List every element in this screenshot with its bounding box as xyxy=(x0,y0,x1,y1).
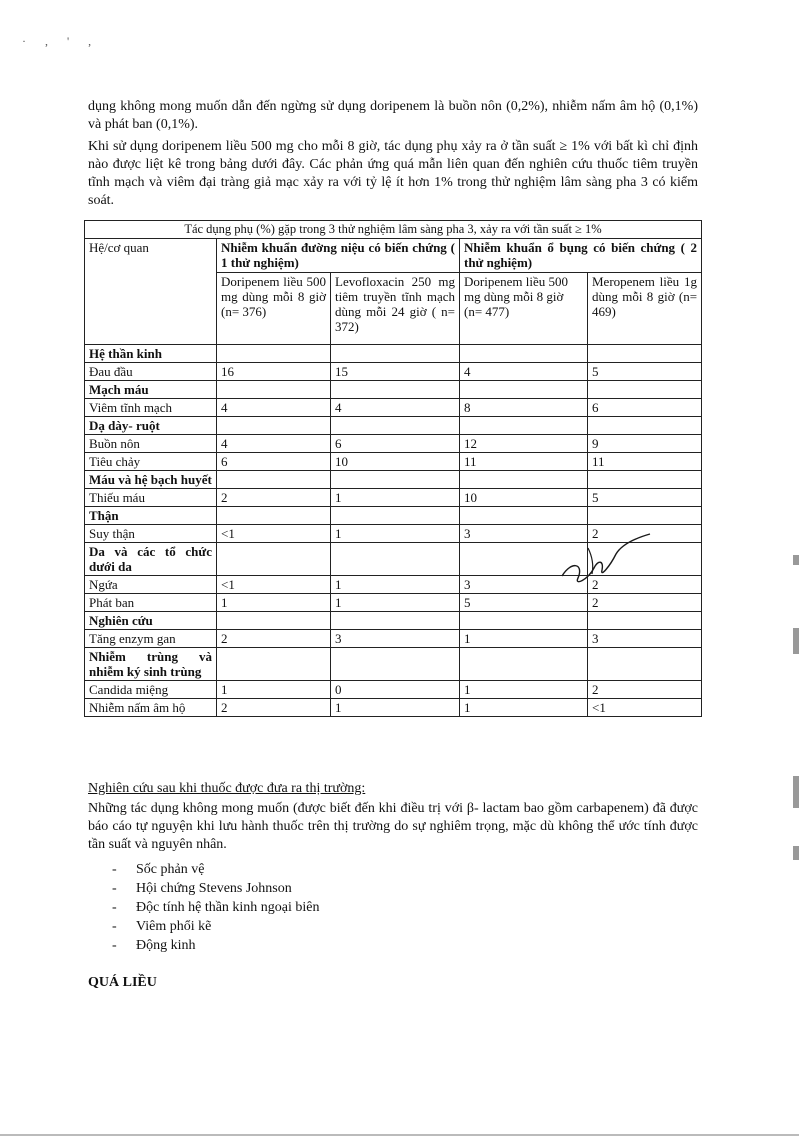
table-cell: <1 xyxy=(217,525,331,543)
empty-cell xyxy=(331,648,460,681)
table-row xyxy=(85,699,702,717)
organ-system-label: Thận xyxy=(85,507,217,525)
table-cell: 6 xyxy=(588,399,702,417)
empty-cell xyxy=(331,417,460,435)
table-cell: 1 xyxy=(460,681,588,699)
table-cell: <1 xyxy=(217,576,331,594)
table-cell: 6 xyxy=(331,435,460,453)
empty-cell xyxy=(588,471,702,489)
table-cell: 1 xyxy=(331,489,460,507)
table-group-row xyxy=(85,612,702,630)
table-cell: 8 xyxy=(460,399,588,417)
adverse-effect-label: Thiếu máu xyxy=(85,489,217,507)
paragraph-post-marketing: Những tác dụng không mong muốn (được biết đến khi điều trị với β- lactam bao gồm carbapenem) đã được báo cáo tự nguyện khi lưu hành thuốc trên thị trường do sự nghiêm trọng, mặc dù không thể ước tính được tần suất và nguyên nhân. xyxy=(88,801,698,852)
empty-cell xyxy=(460,471,588,489)
table-cell: 3 xyxy=(588,630,702,648)
table-row xyxy=(85,399,702,417)
group-header-abdominal: Nhiễm khuẩn ổ bụng có biến chứng ( 2 thử nghiệm) xyxy=(460,239,702,273)
organ-system-label: Hệ thần kinh xyxy=(85,345,217,363)
empty-cell xyxy=(588,417,702,435)
empty-cell xyxy=(331,381,460,399)
table-cell: 5 xyxy=(588,363,702,381)
table-cell: 10 xyxy=(331,453,460,471)
empty-cell xyxy=(588,648,702,681)
organ-system-label: Nhiễm trùng và nhiễm ký sinh trùng xyxy=(85,648,217,681)
subheader-doripenem-abdominal: Doripenem liều 500 mg dùng mỗi 8 giờ (n= 477) xyxy=(460,273,588,345)
table-row xyxy=(85,594,702,612)
subheader-levofloxacin: Levofloxacin 250 mg tiêm truyền tĩnh mạch dùng mỗi 24 giờ ( n= 372) xyxy=(331,273,460,345)
empty-cell xyxy=(460,381,588,399)
table-cell: 2 xyxy=(588,681,702,699)
empty-cell xyxy=(217,471,331,489)
empty-cell xyxy=(331,612,460,630)
adverse-effect-label: Tiêu chảy xyxy=(85,453,217,471)
table-group-row xyxy=(85,471,702,489)
table-cell: 4 xyxy=(217,399,331,417)
scan-edge-mark xyxy=(793,846,799,860)
table-cell: 1 xyxy=(217,594,331,612)
empty-cell xyxy=(217,417,331,435)
empty-cell xyxy=(588,381,702,399)
table-cell: 1 xyxy=(331,699,460,717)
adverse-effect-label: Viêm tĩnh mạch xyxy=(85,399,217,417)
table-cell: <1 xyxy=(588,699,702,717)
empty-cell xyxy=(217,612,331,630)
empty-cell xyxy=(588,612,702,630)
paragraph-adverse-discontinuation: dụng không mong muốn dẫn đến ngừng sử dụng doripenem là buồn nôn (0,2%), nhiễm nấm âm hộ (0,1%) và phát ban (0,1%). xyxy=(88,99,698,132)
adverse-effect-label: Buồn nôn xyxy=(85,435,217,453)
empty-cell xyxy=(331,543,460,576)
empty-cell xyxy=(588,345,702,363)
table-row xyxy=(85,363,702,381)
empty-cell xyxy=(331,345,460,363)
subheader-meropenem: Meropenem liều 1g dùng mỗi 8 giờ (n= 469) xyxy=(588,273,702,345)
adverse-effect-label: Nhiễm nấm âm hộ xyxy=(85,699,217,717)
paragraph-dose-frequency: Khi sử dụng doripenem liều 500 mg cho mỗi 8 giờ, tác dụng phụ xảy ra ở tần suất ≥ 1% với bất kì chỉ định nào được liệt kê trong bảng dưới đây. Các phản ứng quá mẫn liên quan đến nghiên cứu thuốc tiêm truyền tĩnh mạch và viêm đại tràng giả mạc xảy ra với tỷ lệ ít hơn 1% trong thử nghiệm lâm sàng pha 3 có kiểm soát. xyxy=(88,139,698,208)
table-row xyxy=(85,489,702,507)
scan-edge-mark xyxy=(793,776,799,808)
table-cell: 6 xyxy=(217,453,331,471)
table-cell: 10 xyxy=(460,489,588,507)
table-cell: 1 xyxy=(217,681,331,699)
table-cell: 1 xyxy=(460,699,588,717)
table-cell: 4 xyxy=(217,435,331,453)
table-cell: 2 xyxy=(217,630,331,648)
table-row xyxy=(85,435,702,453)
table-cell: 3 xyxy=(331,630,460,648)
table-caption-row xyxy=(85,221,702,239)
organ-system-label: Máu và hệ bạch huyết xyxy=(85,471,217,489)
empty-cell xyxy=(217,345,331,363)
table-row xyxy=(85,630,702,648)
list-item: - Độc tính hệ thần kinh ngoại biên xyxy=(112,900,320,915)
table-cell: 5 xyxy=(460,594,588,612)
table-cell: 12 xyxy=(460,435,588,453)
table-cell: 4 xyxy=(460,363,588,381)
scan-edge-mark xyxy=(793,628,799,654)
table-row xyxy=(85,453,702,471)
empty-cell xyxy=(460,648,588,681)
adverse-effect-label: Candida miệng xyxy=(85,681,217,699)
empty-cell xyxy=(331,507,460,525)
adverse-effect-label: Ngứa xyxy=(85,576,217,594)
post-marketing-list xyxy=(108,860,320,955)
empty-cell xyxy=(217,381,331,399)
table-cell: 5 xyxy=(588,489,702,507)
table-cell: 2 xyxy=(588,576,702,594)
table-cell: 15 xyxy=(331,363,460,381)
organ-system-label: Mạch máu xyxy=(85,381,217,399)
table-group-row xyxy=(85,507,702,525)
table-group-row xyxy=(85,648,702,681)
table-row xyxy=(85,681,702,699)
organ-system-label: Da và các tổ chức dưới da xyxy=(85,543,217,576)
empty-cell xyxy=(460,612,588,630)
scan-bottom-edge xyxy=(0,1134,799,1136)
table-cell: 1 xyxy=(331,525,460,543)
empty-cell xyxy=(460,345,588,363)
empty-cell xyxy=(217,648,331,681)
empty-cell xyxy=(217,507,331,525)
group-header-urinary: Nhiễm khuẩn đường niệu có biến chứng ( 1 thử nghiệm) xyxy=(217,239,460,273)
table-group-row xyxy=(85,417,702,435)
table-cell: 11 xyxy=(588,453,702,471)
list-item: - Sốc phản vệ xyxy=(112,862,205,877)
empty-cell xyxy=(217,543,331,576)
scan-specks: · , ' , xyxy=(22,34,100,48)
subheader-doripenem-urinary: Doripenem liều 500 mg dùng mỗi 8 giờ (n= 376) xyxy=(217,273,331,345)
empty-cell xyxy=(588,507,702,525)
handwritten-signature xyxy=(558,530,654,590)
table-cell: 3 xyxy=(460,576,588,594)
organ-system-label: Nghiên cứu xyxy=(85,612,217,630)
table-cell: 1 xyxy=(331,576,460,594)
adverse-effect-label: Phát ban xyxy=(85,594,217,612)
empty-cell xyxy=(460,417,588,435)
table-group-header-row xyxy=(85,239,702,273)
organ-system-label: Dạ dày- ruột xyxy=(85,417,217,435)
empty-cell xyxy=(331,471,460,489)
adverse-effects-table xyxy=(84,220,702,717)
table-cell: 3 xyxy=(460,525,588,543)
table-cell: 2 xyxy=(588,594,702,612)
table-cell: 2 xyxy=(588,525,702,543)
table-cell: 9 xyxy=(588,435,702,453)
table-caption: Tác dụng phụ (%) gặp trong 3 thử nghiệm lâm sàng pha 3, xảy ra với tần suất ≥ 1% xyxy=(85,221,702,239)
adverse-effect-label: Tăng enzym gan xyxy=(85,630,217,648)
table-group-row xyxy=(85,381,702,399)
table-cell: 4 xyxy=(331,399,460,417)
table-cell: 2 xyxy=(217,489,331,507)
adverse-effect-label: Suy thận xyxy=(85,525,217,543)
table-cell: 1 xyxy=(331,594,460,612)
list-item: - Hội chứng Stevens Johnson xyxy=(112,881,292,896)
adverse-effect-label: Đau đầu xyxy=(85,363,217,381)
empty-cell xyxy=(460,507,588,525)
table-cell: 2 xyxy=(217,699,331,717)
table-cell: 0 xyxy=(331,681,460,699)
table-cell: 1 xyxy=(460,630,588,648)
section-overdose-title: QUÁ LIỀU xyxy=(88,975,157,990)
post-marketing-title: Nghiên cứu sau khi thuốc được đưa ra thị trường: xyxy=(88,781,366,796)
list-item: - Động kinh xyxy=(112,938,196,953)
organ-system-header: Hệ/cơ quan xyxy=(85,239,217,345)
table-cell: 11 xyxy=(460,453,588,471)
scan-edge-mark xyxy=(793,555,799,565)
list-item: - Viêm phổi kẽ xyxy=(112,919,212,934)
table-group-row xyxy=(85,345,702,363)
table-cell: 16 xyxy=(217,363,331,381)
